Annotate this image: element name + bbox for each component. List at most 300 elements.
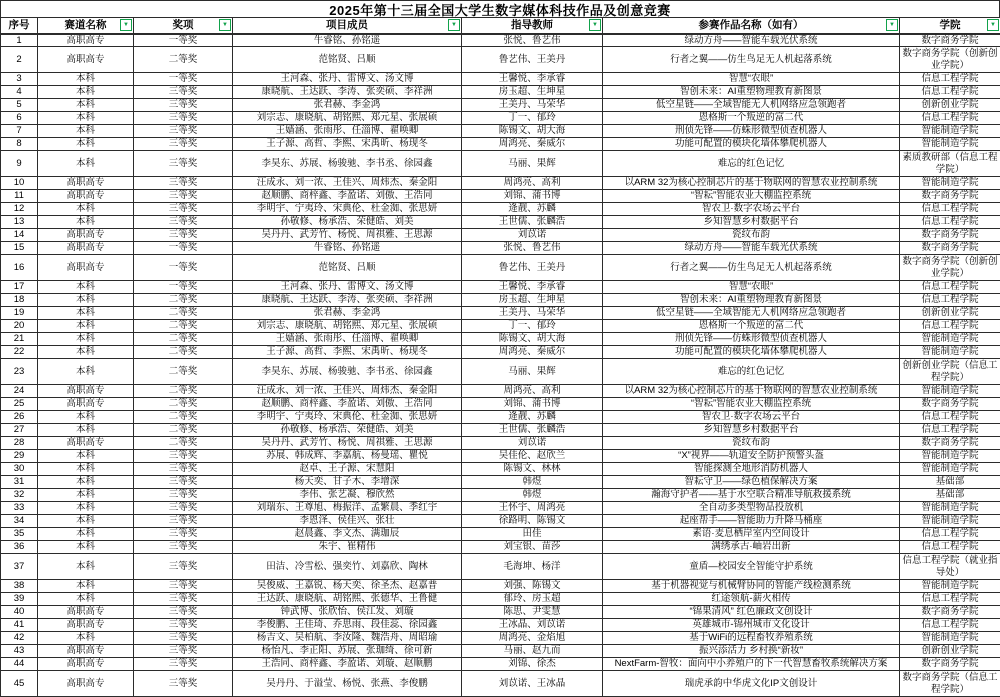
cell-serial[interactable]: 42 — [1, 632, 38, 645]
cell-members[interactable]: 王嫱涵、张雨彤、任淄博、翟唤卿 — [233, 333, 462, 346]
cell-award[interactable]: 三等奖 — [134, 463, 233, 476]
cell-advisors[interactable]: 张悦、鲁艺伟 — [462, 34, 603, 47]
cell-serial[interactable]: 31 — [1, 476, 38, 489]
cell-members[interactable]: 王子源、高哲、李熙、宋禹昕、杨现冬 — [233, 346, 462, 359]
cell-members[interactable]: 王河森、张丹、雷博文、汤文博 — [233, 73, 462, 86]
cell-award[interactable]: 二等奖 — [134, 424, 233, 437]
cell-college[interactable]: 信息工程学院 — [900, 320, 1000, 333]
cell-award[interactable]: 三等奖 — [134, 99, 233, 112]
cell-college[interactable]: 信息工程学院 — [900, 112, 1000, 125]
cell-members[interactable]: 孙敬修、杨承浩、荣健皓、刘美 — [233, 216, 462, 229]
cell-award[interactable]: 二等奖 — [134, 320, 233, 333]
cell-work[interactable]: 低空星链——全域智能无人机网络应急领跑者 — [603, 99, 900, 112]
cell-track[interactable]: 高职高专 — [38, 177, 134, 190]
cell-track[interactable]: 本科 — [38, 528, 134, 541]
cell-work[interactable]: 起座帮手——智能助力升降马桶座 — [603, 515, 900, 528]
cell-track[interactable]: 高职高专 — [38, 242, 134, 255]
cell-serial[interactable]: 30 — [1, 463, 38, 476]
cell-advisors[interactable]: 陈锡文、林林 — [462, 463, 603, 476]
cell-members[interactable]: 李伟、张艺凝、穆欣然 — [233, 489, 462, 502]
cell-members[interactable]: 康晓航、王达跃、李涛、张奕硕、李祥洲 — [233, 86, 462, 99]
cell-serial[interactable]: 24 — [1, 385, 38, 398]
cell-award[interactable]: 三等奖 — [134, 112, 233, 125]
cell-college[interactable]: 信息工程学院 — [900, 541, 1000, 554]
cell-work[interactable]: 英雄城市-锦州城市文化设计 — [603, 619, 900, 632]
cell-track[interactable]: 高职高专 — [38, 385, 134, 398]
cell-advisors[interactable]: 田佳 — [462, 528, 603, 541]
cell-serial[interactable]: 37 — [1, 554, 38, 580]
cell-college[interactable]: 数字商务学院（创新创业学院） — [900, 47, 1000, 73]
cell-award[interactable]: 三等奖 — [134, 671, 233, 697]
cell-members[interactable]: 赵晨鑫、李文杰、满珈辰 — [233, 528, 462, 541]
cell-track[interactable]: 本科 — [38, 359, 134, 385]
cell-track[interactable]: 本科 — [38, 294, 134, 307]
cell-serial[interactable]: 41 — [1, 619, 38, 632]
cell-college[interactable]: 信息工程学院 — [900, 528, 1000, 541]
cell-award[interactable]: 三等奖 — [134, 541, 233, 554]
cell-advisors[interactable]: 韩煜 — [462, 476, 603, 489]
cell-work[interactable]: 智创未来：AI重塑物理教育新图景 — [603, 294, 900, 307]
cell-work[interactable]: “智耘”智能农业大棚监控系统 — [603, 398, 900, 411]
cell-members[interactable]: 吴丹丹、武芳竹、杨悦、周祺雅、王思源 — [233, 437, 462, 450]
cell-college[interactable]: 智能制造学院 — [900, 580, 1000, 593]
cell-college[interactable]: 数字商务学院（创新创业学院） — [900, 255, 1000, 281]
cell-track[interactable]: 本科 — [38, 320, 134, 333]
cell-college[interactable]: 创新创业学院 — [900, 307, 1000, 320]
cell-serial[interactable]: 4 — [1, 86, 38, 99]
filter-dropdown-icon[interactable]: ▼ — [589, 19, 601, 31]
cell-award[interactable]: 三等奖 — [134, 177, 233, 190]
cell-advisors[interactable]: 房玉超、生坤星 — [462, 86, 603, 99]
cell-members[interactable]: 李昊东、苏展、杨骏驰、李书丞、徐园鑫 — [233, 359, 462, 385]
cell-college[interactable]: 智能制造学院 — [900, 385, 1000, 398]
cell-advisors[interactable]: 刘苡诺、王冰晶 — [462, 671, 603, 697]
cell-serial[interactable]: 9 — [1, 151, 38, 177]
cell-award[interactable]: 二等奖 — [134, 294, 233, 307]
cell-work[interactable]: 智农卫·数字农场云平台 — [603, 203, 900, 216]
cell-members[interactable]: 吴俊威、王嘉锐、杨天奕、徐圣杰、赵嘉普 — [233, 580, 462, 593]
cell-award[interactable]: 三等奖 — [134, 151, 233, 177]
cell-serial[interactable]: 13 — [1, 216, 38, 229]
cell-work[interactable]: 智农卫·数字农场云平台 — [603, 411, 900, 424]
cell-members[interactable]: 张君赫、李金鸿 — [233, 99, 462, 112]
cell-members[interactable]: 范铭贤、吕顺 — [233, 255, 462, 281]
cell-serial[interactable]: 2 — [1, 47, 38, 73]
cell-serial[interactable]: 23 — [1, 359, 38, 385]
cell-advisors[interactable]: 陈锡文、胡大海 — [462, 333, 603, 346]
cell-work[interactable]: 难忘的红色记忆 — [603, 151, 900, 177]
cell-serial[interactable]: 28 — [1, 437, 38, 450]
cell-serial[interactable]: 45 — [1, 671, 38, 697]
cell-work[interactable]: 绿动方舟——智能车载光伏系统 — [603, 242, 900, 255]
cell-award[interactable]: 三等奖 — [134, 515, 233, 528]
cell-work[interactable]: 素语·麦息栖岸室内空间设计 — [603, 528, 900, 541]
cell-serial[interactable]: 6 — [1, 112, 38, 125]
cell-work[interactable]: 难忘的红色记忆 — [603, 359, 900, 385]
filter-dropdown-icon[interactable]: ▼ — [219, 19, 231, 31]
cell-advisors[interactable]: 陈思、尹雯慧 — [462, 606, 603, 619]
cell-advisors[interactable]: 陈锡文、胡大海 — [462, 125, 603, 138]
cell-members[interactable]: 钟武博、张欣怡、侯江发、刘璇 — [233, 606, 462, 619]
cell-advisors[interactable]: 王馨悦、李承睿 — [462, 73, 603, 86]
cell-members[interactable]: 苏展、韩成辉、李嘉航、杨曼瑶、瞿悦 — [233, 450, 462, 463]
cell-college[interactable]: 数字商务学院（信息工程学院） — [900, 671, 1000, 697]
cell-track[interactable]: 高职高专 — [38, 229, 134, 242]
cell-track[interactable]: 本科 — [38, 125, 134, 138]
cell-work[interactable]: 行者之翼——仿生鸟足无人机起落系统 — [603, 47, 900, 73]
cell-serial[interactable]: 7 — [1, 125, 38, 138]
cell-serial[interactable]: 17 — [1, 281, 38, 294]
cell-members[interactable]: 汪成永、刘一浓、王佳兴、周炜杰、秦金阳 — [233, 177, 462, 190]
cell-members[interactable]: 孙敬修、杨承浩、荣健皓、刘美 — [233, 424, 462, 437]
cell-serial[interactable]: 43 — [1, 645, 38, 658]
cell-work[interactable]: 瀚海守护者——基于水空联合精准导航救援系统 — [603, 489, 900, 502]
cell-work[interactable]: 智慧“农眼” — [603, 281, 900, 294]
cell-work[interactable]: 红途领航-薪火相传 — [603, 593, 900, 606]
cell-serial[interactable]: 8 — [1, 138, 38, 151]
cell-award[interactable]: 一等奖 — [134, 34, 233, 47]
cell-award[interactable]: 一等奖 — [134, 73, 233, 86]
cell-members[interactable]: 李明宇、宁夷玲、宋典伦、杜金洳、张思妍 — [233, 203, 462, 216]
cell-award[interactable]: 一等奖 — [134, 255, 233, 281]
cell-college[interactable]: 数字商务学院 — [900, 34, 1000, 47]
cell-members[interactable]: 刘瑞东、王尊旭、梅振洋、孟繁晨、季红宇 — [233, 502, 462, 515]
cell-work[interactable]: NextFarm-智牧：面向中小养殖户的下一代智慧畜牧系统解决方案 — [603, 658, 900, 671]
cell-college[interactable]: 创新创业学院（信息工程学院） — [900, 359, 1000, 385]
cell-work[interactable]: 功能可配置的模块化墙体攀爬机器人 — [603, 138, 900, 151]
cell-advisors[interactable]: 马丽、果辉 — [462, 151, 603, 177]
cell-members[interactable]: 王子源、高哲、李熙、宋禹昕、杨现冬 — [233, 138, 462, 151]
cell-serial[interactable]: 39 — [1, 593, 38, 606]
cell-college[interactable]: 数字商务学院 — [900, 437, 1000, 450]
cell-advisors[interactable]: 王美丹、马荣华 — [462, 99, 603, 112]
cell-members[interactable]: 王嫱涵、张雨彤、任淄博、翟唤卿 — [233, 125, 462, 138]
cell-advisors[interactable]: 毛海坤、杨洋 — [462, 554, 603, 580]
cell-members[interactable]: 汪成永、刘一浓、王佳兴、周炜杰、秦金阳 — [233, 385, 462, 398]
cell-track[interactable]: 高职高专 — [38, 437, 134, 450]
cell-college[interactable]: 智能制造学院 — [900, 450, 1000, 463]
cell-college[interactable]: 信息工程学院 — [900, 424, 1000, 437]
cell-work[interactable]: 振兴添活力 乡村换“新妆” — [603, 645, 900, 658]
cell-work[interactable]: 智创未来：AI重塑物理教育新图景 — [603, 86, 900, 99]
cell-advisors[interactable]: 逄靓、苏麟 — [462, 203, 603, 216]
cell-college[interactable]: 创新创业学院 — [900, 645, 1000, 658]
cell-work[interactable]: 恩格斯一个叛逆的富二代 — [603, 112, 900, 125]
cell-members[interactable]: 刘宗志、康晓航、胡铭熙、郑元星、张展硕 — [233, 320, 462, 333]
cell-college[interactable]: 智能制造学院 — [900, 138, 1000, 151]
cell-serial[interactable]: 5 — [1, 99, 38, 112]
cell-advisors[interactable]: 刘锦、蒲书博 — [462, 190, 603, 203]
cell-serial[interactable]: 33 — [1, 502, 38, 515]
cell-work[interactable]: 乡知智慧乡村数据平台 — [603, 216, 900, 229]
cell-members[interactable]: 赵顺鹏、商梓鑫、李盈诺、刘傲、王浩同 — [233, 190, 462, 203]
cell-advisors[interactable]: 王世儒、张麟浩 — [462, 424, 603, 437]
cell-college[interactable]: 智能制造学院 — [900, 515, 1000, 528]
cell-members[interactable]: 田洁、冷雪松、强奕竹、刘嘉欣、陶林 — [233, 554, 462, 580]
cell-members[interactable]: 张君赫、李金鸿 — [233, 307, 462, 320]
cell-track[interactable]: 本科 — [38, 502, 134, 515]
cell-work[interactable]: 刑侦先锋——仿蛛形微型侦查机器人 — [603, 125, 900, 138]
cell-members[interactable]: 刘宗志、康晓航、胡铭熙、郑元星、张展硕 — [233, 112, 462, 125]
cell-serial[interactable]: 40 — [1, 606, 38, 619]
cell-serial[interactable]: 1 — [1, 34, 38, 47]
cell-college[interactable]: 数字商务学院 — [900, 229, 1000, 242]
cell-serial[interactable]: 27 — [1, 424, 38, 437]
cell-work[interactable]: 基于机器视觉与机械臂协同的智能产线检测系统 — [603, 580, 900, 593]
cell-serial[interactable]: 12 — [1, 203, 38, 216]
cell-track[interactable]: 本科 — [38, 99, 134, 112]
cell-award[interactable]: 三等奖 — [134, 528, 233, 541]
cell-work[interactable]: 刑侦先锋——仿蛛形微型侦查机器人 — [603, 333, 900, 346]
cell-award[interactable]: 三等奖 — [134, 593, 233, 606]
cell-advisors[interactable]: 刘苡诺 — [462, 437, 603, 450]
cell-members[interactable]: 牛睿铭、孙铭遥 — [233, 242, 462, 255]
cell-members[interactable]: 康晓航、王达跃、李涛、张奕硕、李祥洲 — [233, 294, 462, 307]
cell-members[interactable]: 李昊东、苏展、杨骏驰、李书丞、徐园鑫 — [233, 151, 462, 177]
cell-members[interactable]: 吴丹丹、于溢莹、杨悦、张燕、李俊鹏 — [233, 671, 462, 697]
cell-college[interactable]: 基础部 — [900, 489, 1000, 502]
cell-serial[interactable]: 34 — [1, 515, 38, 528]
cell-serial[interactable]: 3 — [1, 73, 38, 86]
cell-advisors[interactable]: 刘宝银、苗莎 — [462, 541, 603, 554]
cell-track[interactable]: 本科 — [38, 515, 134, 528]
filter-dropdown-icon[interactable]: ▼ — [120, 19, 132, 31]
cell-work[interactable]: “智耘”智能农业大棚监控系统 — [603, 190, 900, 203]
cell-award[interactable]: 三等奖 — [134, 190, 233, 203]
cell-track[interactable]: 本科 — [38, 203, 134, 216]
cell-track[interactable]: 本科 — [38, 112, 134, 125]
cell-college[interactable]: 信息工程学院 — [900, 73, 1000, 86]
cell-college[interactable]: 信息工程学院 — [900, 281, 1000, 294]
cell-work[interactable]: 行者之翼——仿生鸟足无人机起落系统 — [603, 255, 900, 281]
cell-track[interactable]: 高职高专 — [38, 398, 134, 411]
cell-advisors[interactable]: 周鸿亮、秦威尔 — [462, 138, 603, 151]
cell-serial[interactable]: 15 — [1, 242, 38, 255]
cell-serial[interactable]: 20 — [1, 320, 38, 333]
cell-work[interactable]: 瓷纹布韵 — [603, 229, 900, 242]
cell-track[interactable]: 本科 — [38, 450, 134, 463]
cell-serial[interactable]: 32 — [1, 489, 38, 502]
cell-work[interactable]: 以ARM 32为核心控制芯片的基于物联网的智慧农业控制系统 — [603, 385, 900, 398]
cell-track[interactable]: 高职高专 — [38, 190, 134, 203]
cell-college[interactable]: 信息工程学院 — [900, 86, 1000, 99]
cell-award[interactable]: 三等奖 — [134, 580, 233, 593]
cell-award[interactable]: 二等奖 — [134, 346, 233, 359]
cell-members[interactable]: 范铭贤、吕顺 — [233, 47, 462, 73]
cell-award[interactable]: 三等奖 — [134, 606, 233, 619]
cell-members[interactable]: 王河森、张丹、雷博文、汤文博 — [233, 281, 462, 294]
filter-dropdown-icon[interactable]: ▼ — [987, 19, 999, 31]
cell-members[interactable]: 牛睿铭、孙铭遥 — [233, 34, 462, 47]
cell-award[interactable]: 三等奖 — [134, 138, 233, 151]
cell-members[interactable]: 朱宇、崔精伟 — [233, 541, 462, 554]
cell-college[interactable]: 素质教研部（信息工程学院） — [900, 151, 1000, 177]
cell-advisors[interactable]: 周鸿亮、高利 — [462, 177, 603, 190]
cell-work[interactable]: 以ARM 32为核心控制芯片的基于物联网的智慧农业控制系统 — [603, 177, 900, 190]
filter-dropdown-icon[interactable]: ▼ — [886, 19, 898, 31]
cell-advisors[interactable]: 韩煜 — [462, 489, 603, 502]
cell-college[interactable]: 数字商务学院 — [900, 658, 1000, 671]
filter-dropdown-icon[interactable]: ▼ — [448, 19, 460, 31]
cell-members[interactable]: 王达跃、康晓航、胡铭熙、张德华、王鲁健 — [233, 593, 462, 606]
cell-work[interactable]: “X”视界——轨道安全防护预警头盔 — [603, 450, 900, 463]
cell-award[interactable]: 二等奖 — [134, 307, 233, 320]
cell-award[interactable]: 三等奖 — [134, 450, 233, 463]
cell-work[interactable]: 智耘守卫——绿色植保解决方案 — [603, 476, 900, 489]
cell-track[interactable]: 本科 — [38, 580, 134, 593]
cell-college[interactable]: 智能制造学院 — [900, 125, 1000, 138]
cell-work[interactable]: 低空星链——全域智能无人机网络应急领跑者 — [603, 307, 900, 320]
cell-serial[interactable]: 16 — [1, 255, 38, 281]
cell-work[interactable]: 功能可配置的模块化墙体攀爬机器人 — [603, 346, 900, 359]
cell-track[interactable]: 本科 — [38, 411, 134, 424]
cell-track[interactable]: 高职高专 — [38, 671, 134, 697]
cell-college[interactable]: 信息工程学院 — [900, 619, 1000, 632]
cell-advisors[interactable]: 王馨悦、李承睿 — [462, 281, 603, 294]
cell-serial[interactable]: 19 — [1, 307, 38, 320]
cell-award[interactable]: 三等奖 — [134, 476, 233, 489]
cell-work[interactable]: “锦果清风” 红色廉政文创设计 — [603, 606, 900, 619]
cell-advisors[interactable]: 张悦、鲁艺伟 — [462, 242, 603, 255]
cell-track[interactable]: 高职高专 — [38, 47, 134, 73]
cell-advisors[interactable]: 吴佳伦、赵欣兰 — [462, 450, 603, 463]
cell-college[interactable]: 数字商务学院 — [900, 242, 1000, 255]
cell-award[interactable]: 三等奖 — [134, 203, 233, 216]
cell-advisors[interactable]: 周鸿亮、高利 — [462, 385, 603, 398]
cell-college[interactable]: 创新创业学院 — [900, 99, 1000, 112]
cell-track[interactable]: 本科 — [38, 138, 134, 151]
cell-award[interactable]: 二等奖 — [134, 398, 233, 411]
cell-track[interactable]: 高职高专 — [38, 619, 134, 632]
cell-advisors[interactable]: 刘苡诺 — [462, 229, 603, 242]
cell-college[interactable]: 信息工程学院 — [900, 593, 1000, 606]
cell-college[interactable]: 数字商务学院 — [900, 606, 1000, 619]
cell-work[interactable]: 童盾—校园安全智能守护系统 — [603, 554, 900, 580]
cell-track[interactable]: 本科 — [38, 593, 134, 606]
cell-serial[interactable]: 18 — [1, 294, 38, 307]
cell-members[interactable]: 吴丹丹、武芳竹、杨悦、周祺雅、王思源 — [233, 229, 462, 242]
cell-award[interactable]: 三等奖 — [134, 86, 233, 99]
cell-advisors[interactable]: 刘锦、蒲书博 — [462, 398, 603, 411]
cell-college[interactable]: 信息工程学院 — [900, 411, 1000, 424]
cell-members[interactable]: 赵卓、王子源、宋慧阳 — [233, 463, 462, 476]
cell-advisors[interactable]: 王美丹、马荣华 — [462, 307, 603, 320]
cell-college[interactable]: 智能制造学院 — [900, 177, 1000, 190]
cell-award[interactable]: 三等奖 — [134, 632, 233, 645]
cell-track[interactable]: 本科 — [38, 346, 134, 359]
cell-advisors[interactable]: 丁一、郁玲 — [462, 112, 603, 125]
cell-college[interactable]: 智能制造学院 — [900, 346, 1000, 359]
cell-award[interactable]: 三等奖 — [134, 554, 233, 580]
cell-members[interactable]: 杨吉文、吴柏航、李汝隆、魏浩舟、周昭瑜 — [233, 632, 462, 645]
cell-track[interactable]: 本科 — [38, 424, 134, 437]
cell-members[interactable]: 李俊鹏、王佳琦、乔思雨、段佳蕊、徐园鑫 — [233, 619, 462, 632]
cell-advisors[interactable]: 马丽、果辉 — [462, 359, 603, 385]
cell-track[interactable]: 高职高专 — [38, 658, 134, 671]
cell-college[interactable]: 智能制造学院 — [900, 502, 1000, 515]
cell-award[interactable]: 三等奖 — [134, 645, 233, 658]
cell-award[interactable]: 三等奖 — [134, 216, 233, 229]
cell-track[interactable]: 本科 — [38, 307, 134, 320]
cell-college[interactable]: 基础部 — [900, 476, 1000, 489]
cell-advisors[interactable]: 郁玲、房玉超 — [462, 593, 603, 606]
cell-award[interactable]: 三等奖 — [134, 502, 233, 515]
cell-award[interactable]: 三等奖 — [134, 229, 233, 242]
cell-members[interactable]: 王浩同、商梓鑫、李盈诺、刘璇、赵顺鹏 — [233, 658, 462, 671]
cell-advisors[interactable]: 周鸿亮、金焰旭 — [462, 632, 603, 645]
cell-college[interactable]: 信息工程学院 — [900, 216, 1000, 229]
cell-serial[interactable]: 44 — [1, 658, 38, 671]
cell-track[interactable]: 本科 — [38, 333, 134, 346]
cell-track[interactable]: 本科 — [38, 281, 134, 294]
cell-advisors[interactable]: 丁一、郁玲 — [462, 320, 603, 333]
cell-advisors[interactable]: 马丽、赵九而 — [462, 645, 603, 658]
cell-serial[interactable]: 14 — [1, 229, 38, 242]
cell-college[interactable]: 信息工程学院 — [900, 294, 1000, 307]
cell-track[interactable]: 高职高专 — [38, 606, 134, 619]
cell-award[interactable]: 三等奖 — [134, 125, 233, 138]
cell-work[interactable]: 瑞虎承韵中华虎文化IP文创设计 — [603, 671, 900, 697]
cell-work[interactable]: 绿动方舟——智能车载光伏系统 — [603, 34, 900, 47]
cell-track[interactable]: 本科 — [38, 86, 134, 99]
cell-advisors[interactable]: 刘锦、徐杰 — [462, 658, 603, 671]
cell-college[interactable]: 智能制造学院 — [900, 632, 1000, 645]
cell-serial[interactable]: 26 — [1, 411, 38, 424]
cell-work[interactable]: 乡知智慧乡村数据平台 — [603, 424, 900, 437]
cell-serial[interactable]: 11 — [1, 190, 38, 203]
cell-track[interactable]: 本科 — [38, 216, 134, 229]
cell-track[interactable]: 高职高专 — [38, 255, 134, 281]
cell-serial[interactable]: 38 — [1, 580, 38, 593]
cell-college[interactable]: 数字商务学院 — [900, 190, 1000, 203]
cell-serial[interactable]: 35 — [1, 528, 38, 541]
cell-award[interactable]: 一等奖 — [134, 242, 233, 255]
cell-members[interactable]: 李明宇、宁夷玲、宋典伦、杜金洳、张思妍 — [233, 411, 462, 424]
cell-serial[interactable]: 25 — [1, 398, 38, 411]
cell-members[interactable]: 杨天奕、甘子木、李增深 — [233, 476, 462, 489]
cell-advisors[interactable]: 刘强、陈锡文 — [462, 580, 603, 593]
cell-track[interactable]: 高职高专 — [38, 645, 134, 658]
cell-members[interactable]: 李恩泽、侯佳兴、张壮 — [233, 515, 462, 528]
cell-serial[interactable]: 29 — [1, 450, 38, 463]
cell-college[interactable]: 数字商务学院 — [900, 398, 1000, 411]
cell-serial[interactable]: 21 — [1, 333, 38, 346]
cell-track[interactable]: 本科 — [38, 151, 134, 177]
cell-track[interactable]: 本科 — [38, 554, 134, 580]
cell-track[interactable]: 本科 — [38, 541, 134, 554]
cell-award[interactable]: 三等奖 — [134, 489, 233, 502]
cell-advisors[interactable]: 王冰晶、刘苡诺 — [462, 619, 603, 632]
cell-work[interactable]: 瓷纹布韵 — [603, 437, 900, 450]
cell-college[interactable]: 智能制造学院 — [900, 333, 1000, 346]
cell-award[interactable]: 二等奖 — [134, 359, 233, 385]
cell-award[interactable]: 三等奖 — [134, 658, 233, 671]
cell-work[interactable]: 基于WiFi的远程畜牧养殖系统 — [603, 632, 900, 645]
cell-award[interactable]: 二等奖 — [134, 333, 233, 346]
cell-members[interactable]: 赵顺鹏、商梓鑫、李盈诺、刘傲、王浩同 — [233, 398, 462, 411]
cell-award[interactable]: 二等奖 — [134, 437, 233, 450]
cell-track[interactable]: 本科 — [38, 73, 134, 86]
cell-college[interactable]: 信息工程学院（就业指导处） — [900, 554, 1000, 580]
cell-advisors[interactable]: 鲁艺伟、王美丹 — [462, 47, 603, 73]
cell-award[interactable]: 二等奖 — [134, 47, 233, 73]
cell-advisors[interactable]: 王怀宇、周鸿亮 — [462, 502, 603, 515]
cell-college[interactable]: 智能制造学院 — [900, 463, 1000, 476]
cell-advisors[interactable]: 房玉超、生坤星 — [462, 294, 603, 307]
cell-work[interactable]: 智能探测全地形消防机器人 — [603, 463, 900, 476]
cell-work[interactable]: 恩格斯一个叛逆的富二代 — [603, 320, 900, 333]
cell-track[interactable]: 本科 — [38, 489, 134, 502]
